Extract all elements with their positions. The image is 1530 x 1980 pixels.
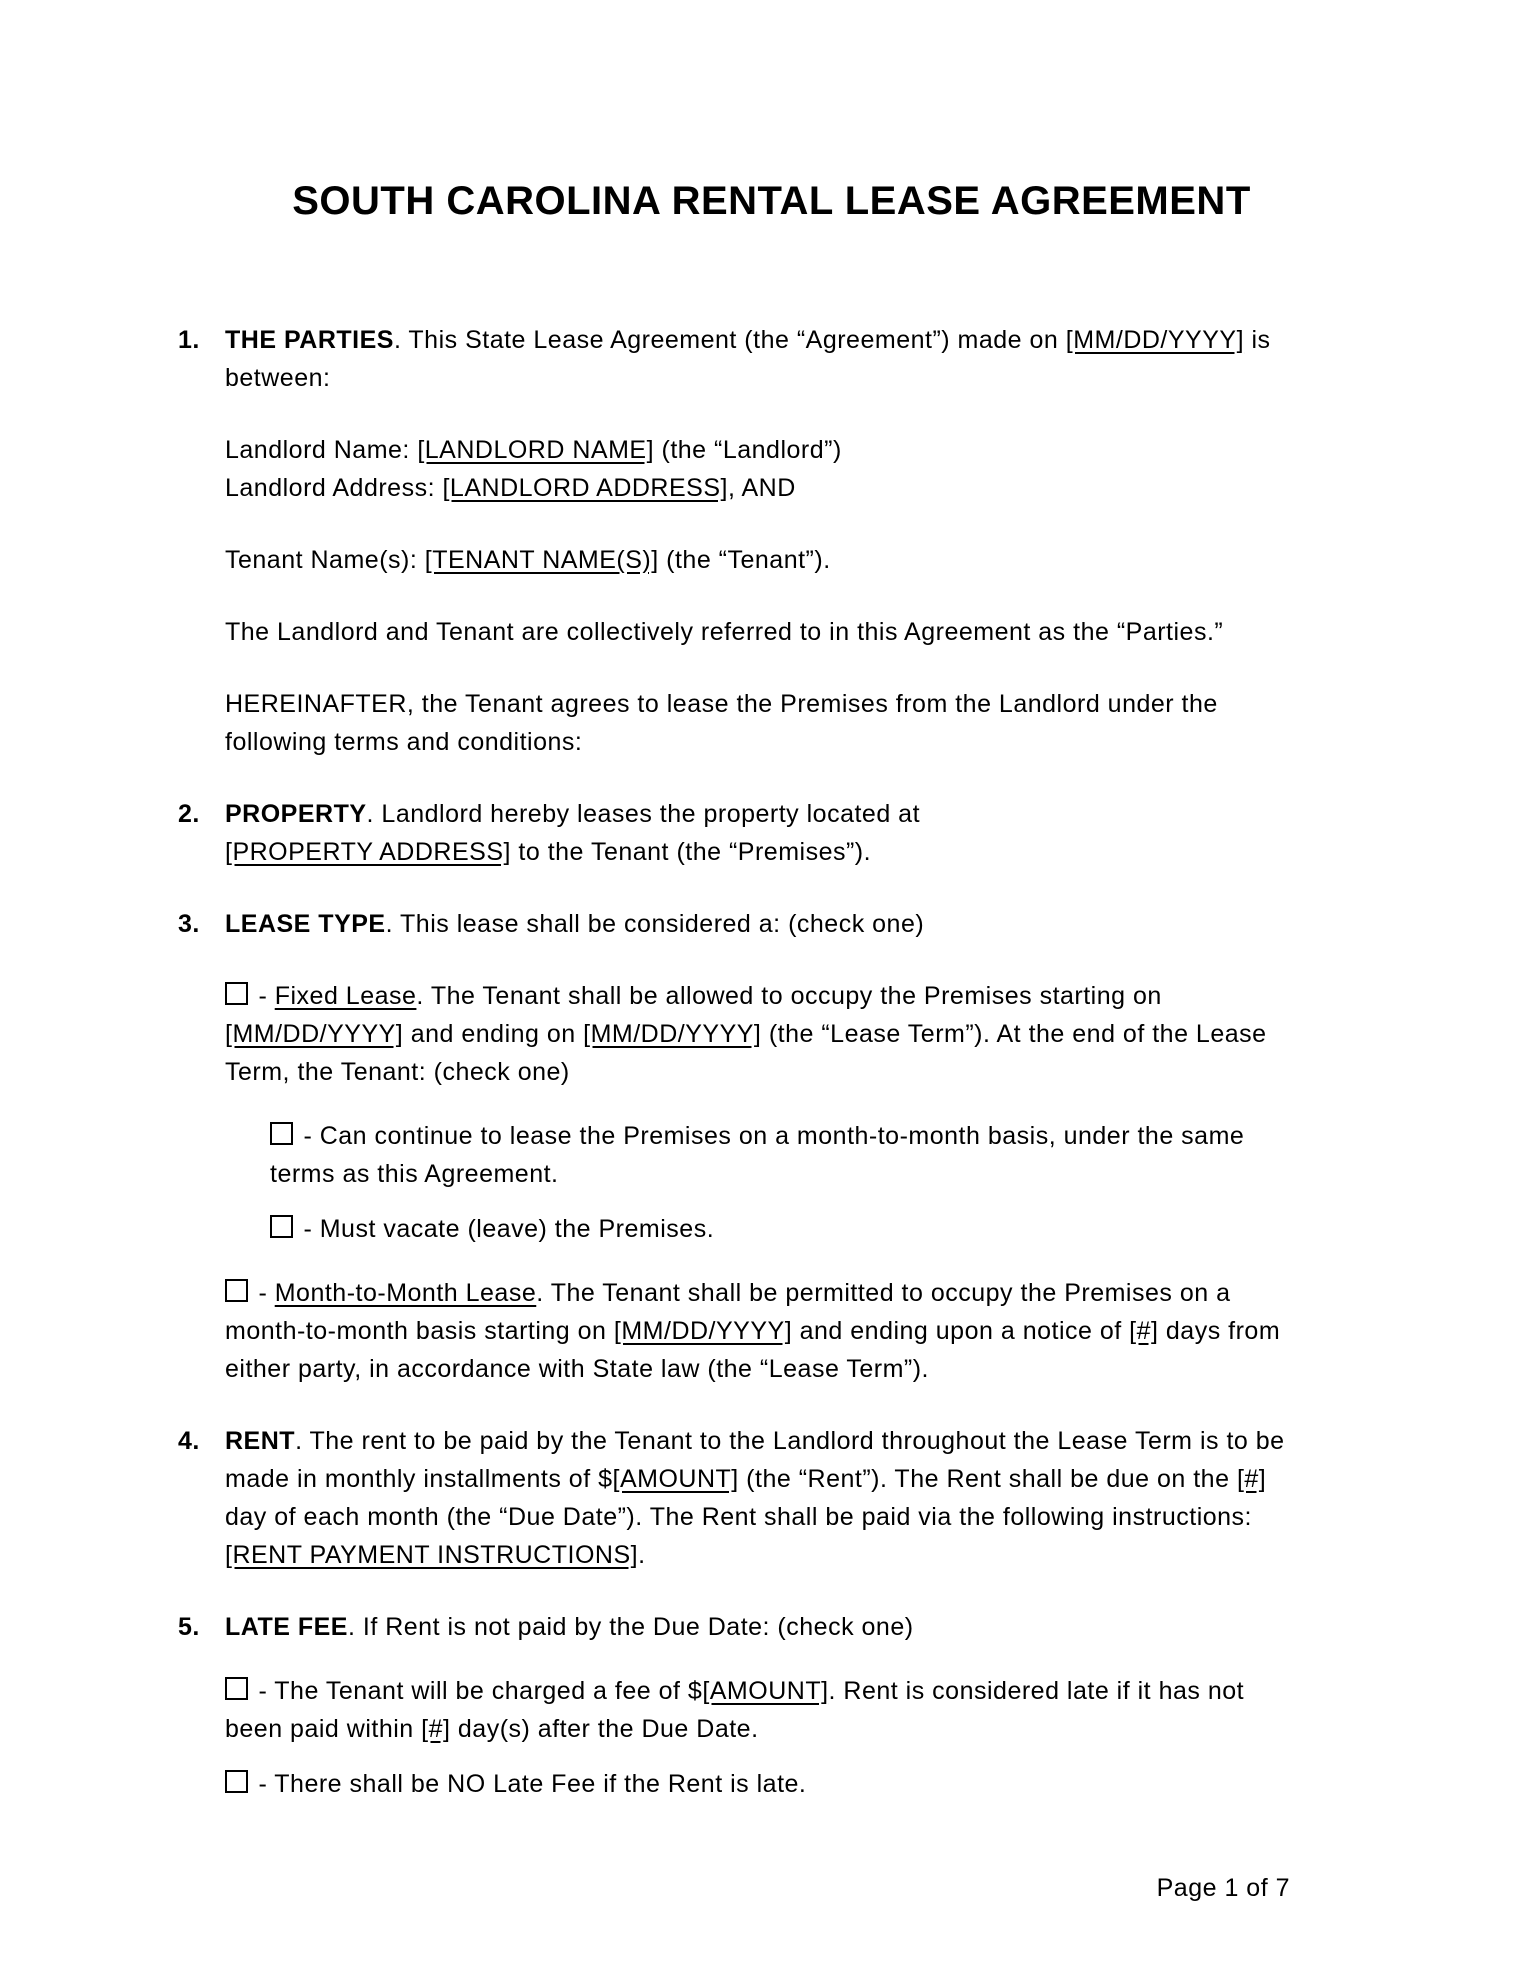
placeholder-field: [LANDLORD NAME] xyxy=(417,436,655,464)
placeholder-field: Month-to-Month Lease xyxy=(274,1279,537,1307)
text-run: (the “Lease Term”). At the end of the Lease xyxy=(761,1020,1267,1048)
para-parties-intro xyxy=(225,321,1365,397)
text-run: Landlord Name: xyxy=(225,436,418,464)
placeholder-field: [AMOUNT] xyxy=(612,1465,739,1493)
checkbox-icon[interactable] xyxy=(270,1215,293,1238)
text-run: - Must vacate (leave) the Premises. xyxy=(296,1215,715,1243)
section-number: 1. xyxy=(178,326,200,354)
placeholder-field: [TENANT NAME(S)] xyxy=(424,546,659,574)
text-run: days from xyxy=(1158,1317,1281,1345)
text-line xyxy=(225,1536,1365,1574)
text-run: LATE FEE xyxy=(225,1613,348,1641)
placeholder-field: [#] xyxy=(421,1715,451,1743)
section-body xyxy=(225,1422,1365,1608)
section-lease-type xyxy=(178,905,1365,1422)
placeholder-field: [MM/DD/YYYY] xyxy=(583,1020,762,1048)
section-number: 2. xyxy=(178,800,200,828)
para-fixed-lease-option xyxy=(225,977,1365,1091)
section-body xyxy=(225,1608,1365,1803)
placeholder-field: [#] xyxy=(1236,1465,1267,1493)
text-line xyxy=(225,905,1365,943)
page-footer: Page 1 of 7 xyxy=(1156,1874,1290,1902)
placeholder-field: [PROPERTY ADDRESS] xyxy=(225,838,511,866)
text-run: PROPERTY xyxy=(225,800,367,828)
text-run: (the “Landlord”) xyxy=(654,436,842,464)
section-the-parties xyxy=(178,321,1365,795)
text-line xyxy=(270,1117,1365,1155)
placeholder-field: [#] xyxy=(1129,1317,1159,1345)
text-run: - There shall be NO Late Fee if the Rent is late. xyxy=(251,1770,807,1798)
section-number: 5. xyxy=(178,1613,200,1641)
text-run: and ending upon a notice of xyxy=(792,1317,1130,1345)
text-line xyxy=(225,685,1365,723)
text-line xyxy=(225,1460,1365,1498)
checkbox-icon[interactable] xyxy=(225,1770,248,1793)
page-title: SOUTH CAROLINA RENTAL LEASE AGREEMENT xyxy=(292,179,1251,223)
para-month-to-month-option xyxy=(225,1274,1365,1388)
placeholder-field: [MM/DD/YYYY] xyxy=(1065,326,1245,354)
para-no-late-fee-option xyxy=(225,1765,1365,1803)
text-line xyxy=(225,1672,1365,1710)
text-run: . Landlord hereby leases the property located at xyxy=(366,800,921,828)
text-line xyxy=(225,1274,1365,1312)
checkbox-icon[interactable] xyxy=(225,1279,248,1302)
text-line xyxy=(225,1350,1365,1388)
text-run: made in monthly installments of $ xyxy=(225,1465,613,1493)
checkbox-icon[interactable] xyxy=(270,1122,293,1145)
text-run: and ending on xyxy=(403,1020,584,1048)
text-line xyxy=(270,1210,1365,1248)
checkbox-icon[interactable] xyxy=(225,982,248,1005)
text-run: . If Rent is not paid by the Due Date: (check one) xyxy=(347,1613,914,1641)
placeholder-field: [LANDLORD ADDRESS] xyxy=(442,474,728,502)
text-run: . This lease shall be considered a: (check one) xyxy=(385,910,925,938)
section-number: 4. xyxy=(178,1427,200,1455)
section-number: 3. xyxy=(178,910,200,938)
text-run: - xyxy=(251,982,275,1010)
text-run: . xyxy=(638,1541,646,1569)
text-run: month-to-month basis starting on xyxy=(225,1317,614,1345)
para-must-vacate-option xyxy=(270,1210,1365,1248)
text-line xyxy=(225,541,1365,579)
text-run: following terms and conditions: xyxy=(225,728,583,756)
text-run: RENT xyxy=(225,1427,296,1455)
text-line xyxy=(225,1422,1365,1460)
text-run: either party, in accordance with State law (the “Lease Term”). xyxy=(225,1355,929,1383)
section-body xyxy=(225,321,1365,795)
text-run: Term, the Tenant: (check one) xyxy=(225,1058,570,1086)
placeholder-field: [MM/DD/YYYY] xyxy=(613,1317,793,1345)
text-run: terms as this Agreement. xyxy=(270,1160,559,1188)
section-property xyxy=(178,795,1365,905)
text-run: - Can continue to lease the Premises on a month-to-month basis, under the same xyxy=(296,1122,1245,1150)
checkbox-icon[interactable] xyxy=(225,1677,248,1700)
text-line xyxy=(225,795,1365,833)
para-hereinafter xyxy=(225,685,1365,761)
text-run: LEASE TYPE xyxy=(225,910,386,938)
text-run: day of each month (the “Due Date”). The Rent shall be paid via the following instructions: xyxy=(225,1503,1253,1531)
text-line xyxy=(225,1015,1365,1053)
placeholder-field: Fixed Lease xyxy=(274,982,417,1010)
para-rent xyxy=(225,1422,1365,1574)
text-line xyxy=(225,359,1365,397)
text-run: Tenant Name(s): xyxy=(225,546,425,574)
text-line xyxy=(225,431,1365,469)
text-run: - xyxy=(251,1279,275,1307)
text-run: is xyxy=(1244,326,1271,354)
text-run: Landlord Address: xyxy=(225,474,443,502)
text-line xyxy=(225,1710,1365,1748)
para-tenant-name xyxy=(225,541,1365,579)
para-late-fee-intro xyxy=(225,1608,1365,1646)
text-run: . Rent is considered late if it has not xyxy=(828,1677,1245,1705)
section-late-fee xyxy=(178,1608,1365,1803)
para-landlord-info xyxy=(225,431,1365,507)
text-run: between: xyxy=(225,364,331,392)
text-run: HEREINAFTER, the Tenant agrees to lease the Premises from the Landlord under the xyxy=(225,690,1218,718)
text-run: (the “Tenant”). xyxy=(658,546,831,574)
text-line xyxy=(225,1053,1365,1091)
text-run: THE PARTIES xyxy=(225,326,394,354)
section-body xyxy=(225,905,1365,1422)
text-line xyxy=(270,1155,1365,1193)
para-late-fee-charged-option xyxy=(225,1672,1365,1748)
text-line xyxy=(225,613,1365,651)
text-run: (the “Rent”). The Rent shall be due on the xyxy=(738,1465,1237,1493)
text-run: day(s) after the Due Date. xyxy=(450,1715,759,1743)
text-run: been paid within xyxy=(225,1715,422,1743)
para-parties-collective xyxy=(225,613,1365,651)
text-line xyxy=(225,1608,1365,1646)
para-property xyxy=(225,795,1365,871)
text-run: The Landlord and Tenant are collectively referred to in this Agreement as the “Parties.” xyxy=(225,618,1224,646)
text-line xyxy=(225,833,1365,871)
text-line xyxy=(225,321,1365,359)
placeholder-field: [MM/DD/YYYY] xyxy=(225,1020,404,1048)
text-line xyxy=(225,469,1365,507)
text-run: to the Tenant (the “Premises”). xyxy=(510,838,872,866)
text-line xyxy=(225,1765,1365,1803)
text-line xyxy=(225,1312,1365,1350)
text-line xyxy=(225,1498,1365,1536)
placeholder-field: [RENT PAYMENT INSTRUCTIONS] xyxy=(225,1541,639,1569)
text-run: . The Tenant shall be permitted to occupy the Premises on a xyxy=(536,1279,1231,1307)
text-line xyxy=(225,723,1365,761)
section-rent xyxy=(178,1422,1365,1608)
section-body xyxy=(225,795,1365,905)
text-run: . The rent to be paid by the Tenant to the Landlord throughout the Lease Term is to be xyxy=(295,1427,1285,1455)
para-continue-month-to-month-option xyxy=(270,1117,1365,1193)
text-line xyxy=(225,977,1365,1015)
text-run: , AND xyxy=(727,474,796,502)
para-lease-type-intro xyxy=(225,905,1365,943)
placeholder-field: [AMOUNT] xyxy=(702,1677,829,1705)
text-run: - The Tenant will be charged a fee of $ xyxy=(251,1677,703,1705)
text-run: . This State Lease Agreement (the “Agreement”) made on xyxy=(393,326,1066,354)
text-run: . The Tenant shall be allowed to occupy the Premises starting on xyxy=(416,982,1162,1010)
